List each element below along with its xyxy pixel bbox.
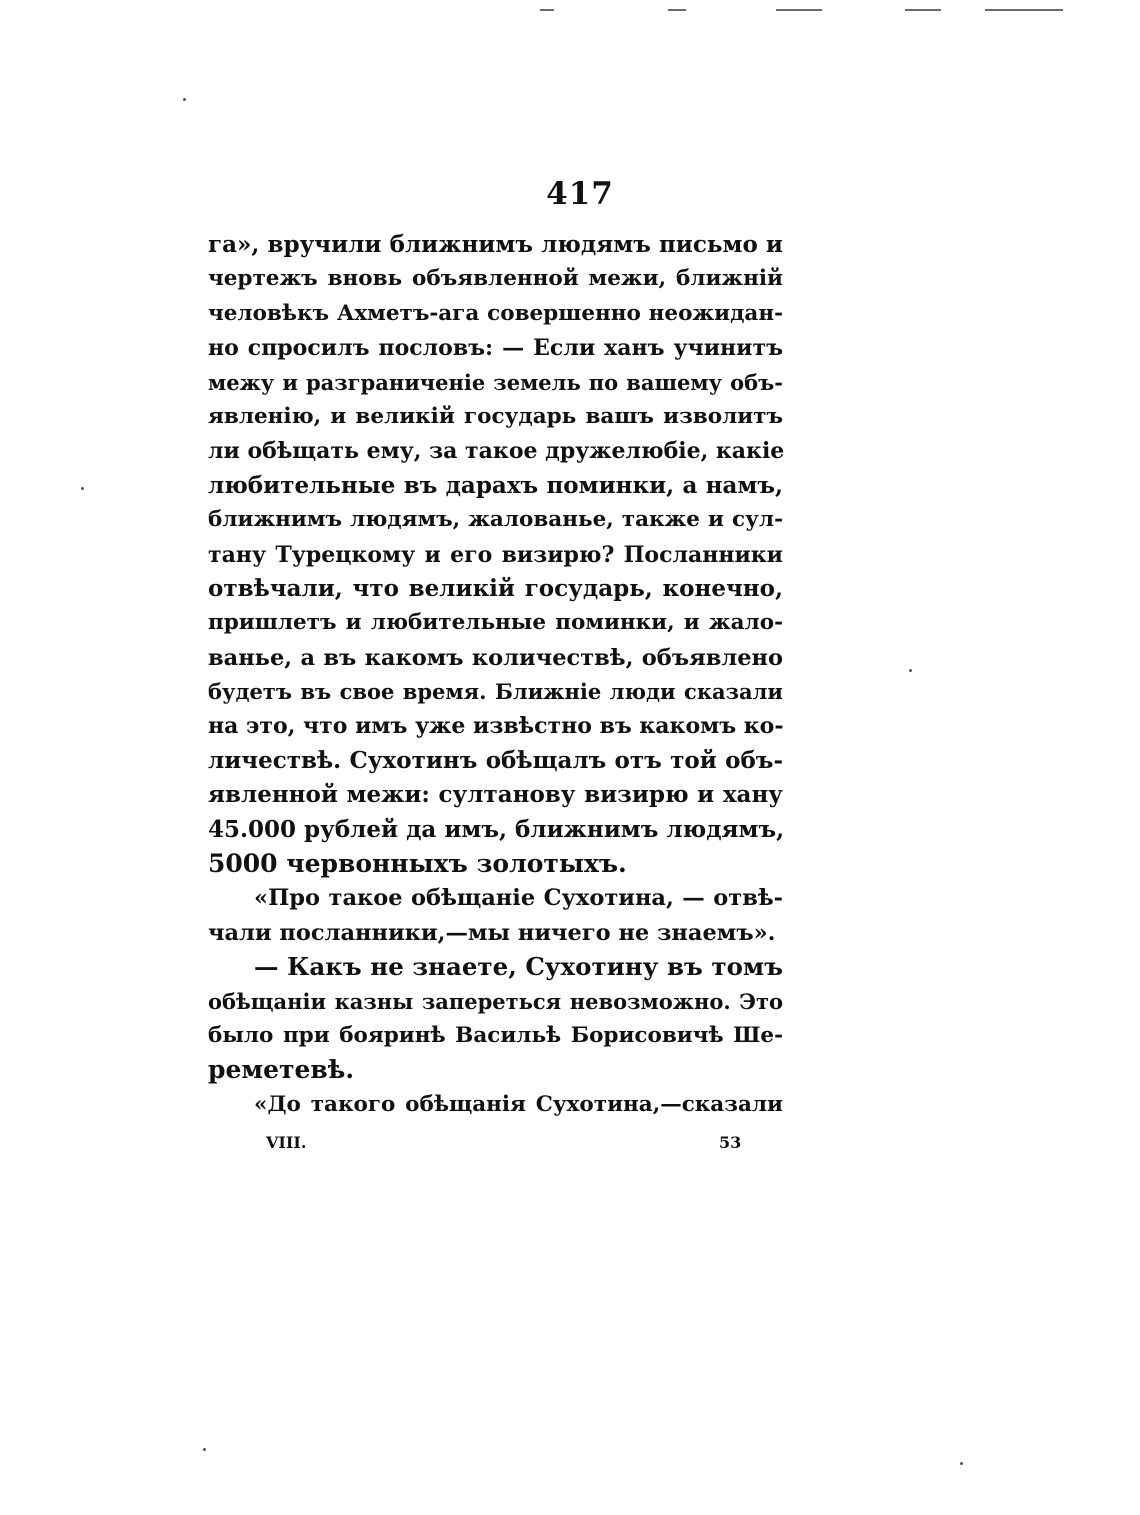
text-line: реметевѣ.: [208, 1055, 355, 1085]
scan-speck: [183, 98, 186, 101]
text-line: обѣщаніи казны запереться невозможно. Это: [208, 988, 783, 1014]
scan-edge-line: [905, 9, 941, 11]
text-line: тану Турецкому и его визирю? Посланники: [208, 541, 783, 568]
text-line: явленной межи: султанову визирю и хану: [208, 781, 783, 809]
text-line: га», вручили ближнимъ людямъ письмо и: [208, 231, 783, 258]
text-line: чертежъ вновь объявленной межи, ближній: [208, 266, 783, 292]
text-line: пришлетъ и любительные поминки, и жало-: [208, 610, 783, 636]
text-line: на это, что имъ уже извѣстно въ какомъ ко-: [208, 713, 784, 740]
footer-volume: VIII.: [266, 1133, 307, 1152]
text-line: «Про такое обѣщаніе Сухотина, — отвѣ-: [254, 885, 783, 912]
text-line: ближнимъ людямъ, жалованье, также и сул-: [208, 507, 783, 533]
text-line: личествѣ. Сухотинъ обѣщалъ отъ той объ-: [208, 746, 783, 774]
text-line: ванье, а въ какомъ количествѣ, объявлено: [208, 644, 783, 671]
scan-speck: [81, 487, 84, 490]
text-line: чали посланники,—мы ничего не знаемъ».: [208, 919, 776, 946]
scan-edge-line: [776, 9, 822, 11]
text-line: будетъ въ свое время. Ближніе люди сказали: [208, 679, 783, 705]
body-text: [208, 228, 783, 1122]
footer-signature: 53: [719, 1133, 742, 1152]
text-line: было при бояринѣ Васильѣ Борисовичѣ Ше-: [208, 1022, 783, 1048]
text-line: ли обѣщать ему, за такое дружелюбіе, какіе: [208, 438, 785, 465]
scan-speck: [203, 1448, 206, 1451]
scan-edge-line: [540, 9, 554, 11]
text-line: отвѣчали, что великій государь, конечно,: [208, 574, 783, 602]
scan-edge-line: [668, 9, 686, 11]
text-line: межу и разграниченіе земель по вашему объ-: [208, 369, 783, 395]
text-line: 45.000 рублей да имъ, ближнимъ людямъ,: [208, 815, 785, 843]
text-line: человѣкъ Ахметъ-ага совершенно неожидан-: [208, 300, 783, 326]
text-line: «До такого обѣщанія Сухотина,—сказали: [254, 1091, 783, 1117]
text-line: но спросилъ пословъ: — Если ханъ учинитъ: [208, 335, 783, 362]
text-line: 5000 червонныхъ золотыхъ.: [208, 849, 627, 879]
text-line: явленію, и великій государь вашъ изволитъ: [208, 403, 783, 429]
text-line: любительные въ дарахъ поминки, а намъ,: [208, 471, 783, 499]
text-line: — Какъ не знаете, Сухотину въ томъ: [254, 952, 783, 982]
scan-edge-line: [985, 9, 1063, 11]
page-number: 417: [546, 176, 614, 212]
scan-speck: [909, 669, 912, 672]
scan-speck: [960, 1462, 963, 1465]
